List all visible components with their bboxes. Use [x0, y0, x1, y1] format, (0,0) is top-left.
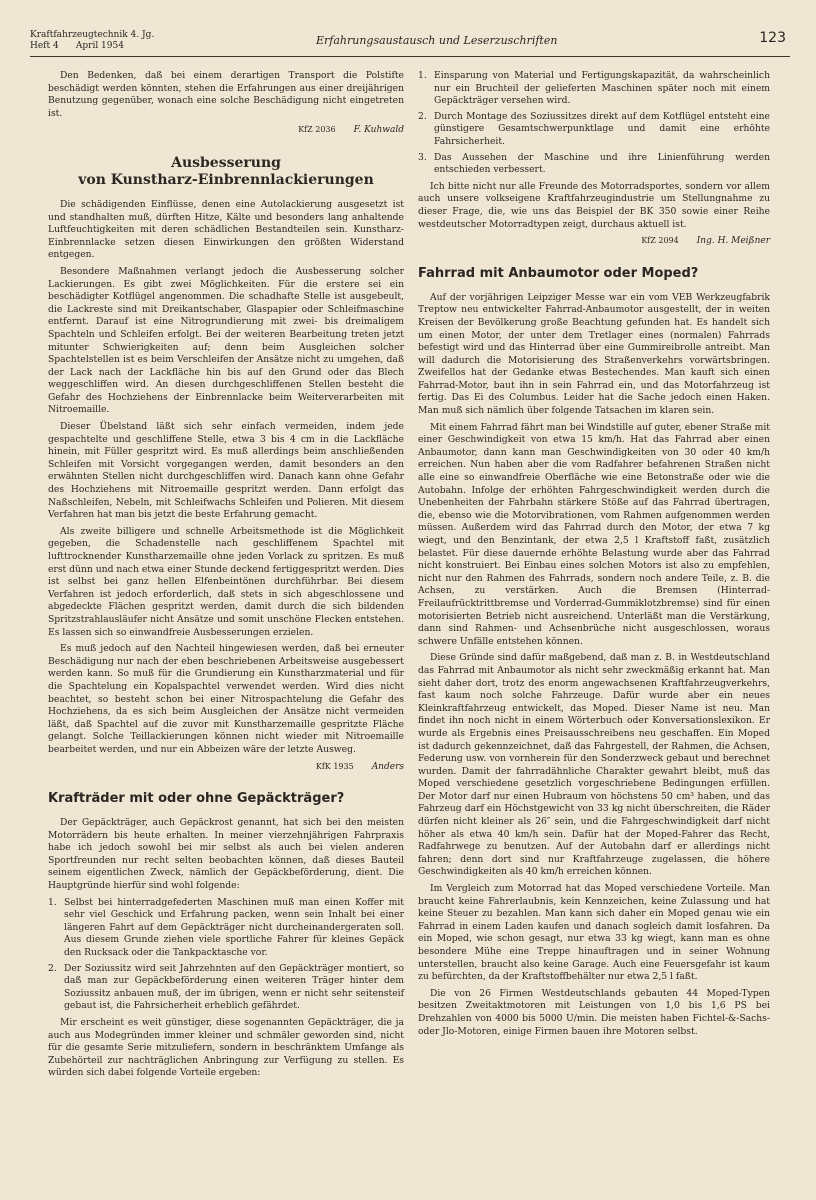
list-number: 3. [418, 151, 427, 163]
section-title: Erfahrungsaustausch und Leserzuschriften [316, 34, 558, 47]
article1-signature [48, 761, 404, 774]
advantages-list [418, 70, 770, 177]
article2-title: Krafträder mit oder ohne Gepäckträger? [48, 791, 345, 807]
intro-signature [48, 124, 404, 137]
article1-title-line1: Ausbesserung [171, 154, 281, 171]
list-number: 1. [418, 70, 427, 81]
right-column [418, 70, 770, 1042]
article1-paragraph: Es muß jedoch auf den Nachteil hingewiesen werden, daß bei erneuter Beschädigung nur nach der eben beschriebenen Arbeitsweise ausgebessert werden kann. So muß für die Grundierung ein Kunstharzmaterial und für die Spachtelung ein Kopalspachtel verwendet werden. Wird dies nicht beachtet, so besteht schon bei einer Nitrospachtelung die Gefahr des Hochziehens, da es sich beim Ausgleichen der Ansätze nicht vermeiden läßt, daß Spachtel auf die zuvor mit Kunstharzemaille gespritzte Fläche gelangt. Solche Teillackierungen können nicht wieder mit Nitroemaille bearbeitet werden, und nur ein Abbeizen wäre der letzte Ausweg. [48, 643, 404, 755]
list-text: Durch Montage des Soziussitzes direkt auf dem Kotflügel entsteht eine günstigere Gesamtschwerpunktlage und damit eine erhöhte Fahrsicherheit. [434, 110, 770, 147]
list-item [418, 152, 770, 177]
list-text: Der Soziussitz wird seit Jahrzehnten auf den Gepäckträger montiert, so daß man zur Gepäckbeförderung einen weiteren Träger hinter dem Soziussitz anbauen muß, der im übrigen, wenn er nicht sehr seitensteif gebaut ist, die Fahrsicherheit erheblich gefährdet. [64, 962, 404, 1012]
page-number: 123 [759, 30, 786, 46]
list-item [418, 70, 770, 108]
article1-title [48, 155, 404, 189]
closing-code: KfZ 2094 [641, 236, 679, 246]
list-item [48, 897, 404, 960]
article1-title-line2: von Kunstharz-Einbrennlackierungen [78, 171, 374, 188]
article3-paragraph: Diese Gründe sind dafür maßgebend, daß man z. B. in Westdeutschland das Fahrrad mit Anbaumotor als nicht sehr zweckmäßig erkannt hat. Man sieht daher dort, trotz des enorm angewachsenen Kraftfahrzeugverkehrs, fast kaum noch solche Fahrzeuge. Dafür wurde aber ein neues Kleinkraftfahrzeug entwickelt, das Moped. Dieser Name ist neu. Man findet ihn noch nicht in einem Wörterbuch oder Konversationslexikon. Er wurde als Ergebnis eines Preisausschreibens neu geschaffen. Ein Moped ist dadurch gekennzeichnet, daß das Fahrgestell, der Rahmen, die Achsen, Federung usw. von vornherein für den Sonderzweck gebaut und berechnet wurden. Damit der fahrradähnliche Charakter gewahrt bleibt, muß das Moped verschiedene gesetzlich vorgeschriebene Bedingungen erfüllen. Der Motor darf nur einen Hubraum von höchstens 50 cm³ haben, und das Fahrzeug darf ein Höchstgewicht von 33 kg nicht überschreiten, die Räder dürfen nicht kleiner als 26″ sein, und die Fahrgeschwindigkeit darf nicht höher als etwa 40 km/h sein. Dafür hat der Moped-Fahrer das Recht, Radfahrwege zu benutzen. Auf der Autobahn darf er allerdings nicht fahren; denn dort sind nur Kraftfahrzeuge zugelassen, die höhere Geschwindigkeiten als 40 km/h erreichen können. [418, 652, 770, 878]
article2-paragraph: Mir erscheint es weit günstiger, diese sogenannten Gepäckträger, die ja auch aus Modegründen immer kleiner und schmäler geworden sind, nicht für die gesamte Serie mitzuliefern, sondern in beschränktem Umfange als Zubehörteil zur nachträglichen Anbringung zur Verfügung zu stellen. Es würden sich dabei folgende Vorteile ergeben: [48, 1017, 404, 1079]
list-number: 2. [48, 962, 57, 974]
list-text: Einsparung von Material und Fertigungskapazität, da wahrscheinlich nur ein Bruchteil der gelieferten Maschinen später noch mit einem Gepäckträger versehen wird. [434, 70, 770, 107]
journal-title: Kraftfahrzeugtechnik 4. Jg. [30, 30, 155, 40]
article3-paragraph: Mit einem Fahrrad fährt man bei Windstille auf guter, ebener Straße mit einer Geschwindigkeit von etwa 15 km/h. Hat das Fahrrad aber einen Anbaumotor, dann kann man Geschwindigkeiten von 30 oder 40 km/h erreichen. Nun haben aber die vom Radfahrer befahrenen Straßen nicht alle eine so einwandfreie Oberfläche wie eine Betonstraße oder wie die Autobahn. Infolge der erhöhten Fahrgeschwindigkeit werden durch die Unebenheiten der Fahrbahn stärkere Stöße auf das Fahrrad übertragen, die, ebenso wie die Motorvibrationen, vom Rahmen aufgenommen werden müssen. Außerdem wird das Fahrrad durch den Motor, der etwa 7 kg wiegt, und den Benzintank, der etwa 2,5 l Kraftstoff faßt, zusätzlich belastet. Für diese dauernde erhöhte Belastung wurde aber das Fahrrad nicht konstruiert. Bei Einbau eines solchen Motors ist also zu empfehlen, nicht nur den Rahmen des Fahrrads, sondern noch andere Teile, z. B. die Achsen, zu verstärken. Auch die Bremsen (Hinterrad-Freilaufrücktrittbremse und Vorderrad-Gummiklotzbremse) sind für einen motorisierten Betrieb nicht ausreichend. Unterläßt man die Verstärkung, dann sind Rahmen- und Achsenbrüche nicht ausgeschlossen, woraus schwere Unfälle entstehen können. [418, 421, 770, 647]
article1-paragraph: Als zweite billigere und schnelle Arbeitsmethode ist die Möglichkeit gegeben, die Schadenstelle nach geschliffenem Spachtel mit lufttrocknender Kunstharzemaille ohne jeden Vorlack zu spritzen. Es muß erst dünn und nach etwa einer Stunde deckend fertiggespritzt werden. Dies ist selbst bei ganz hellen Elfenbeintönen durchführbar. Bei diesem Verfahren ist jedoch erforderlich, daß stets in sich abgeschlossene und abgedeckte Flächen gespritzt werden, damit durch die sich bildenden Spritzstrahlausläufer nicht Ansätze und somit unschöne Flecken entstehen. Es lassen sich so einwandfreie Ausbesserungen erzielen. [48, 525, 404, 638]
intro-code: KfZ 2036 [298, 125, 336, 135]
closing-paragraph: Ich bitte nicht nur alle Freunde des Motorradsportes, sondern vor allem auch unsere volkseigene Kraftfahrzeugindustrie um Stellungnahme zu dieser Frage, die, wie uns das Beispiel der BK 350 sowie einer Reihe westdeutscher Motorradtypen zeigt, durchaus aktuell ist. [418, 180, 770, 230]
article3-title: Fahrrad mit Anbaumotor oder Moped? [418, 265, 699, 281]
list-text: Das Aussehen der Maschine und ihre Linienführung werden entschieden verbessert. [434, 151, 770, 176]
list-item [418, 111, 770, 149]
closing-author: Ing. H. Meißner [696, 236, 770, 247]
article1-paragraph: Besondere Maßnahmen verlangt jedoch die Ausbesserung solcher Lackierungen. Es gibt zwei Möglichkeiten. Für die erstere sei ein beschädigter Kotflügel angenommen. Die schadhafte Stelle ist ausgebeult, die Lackreste sind mit Dreikantschaber, Glaspapier oder Schleifmaschine entfernt. Darauf ist eine Nitrogrundierung mit zwei- bis dreimaligem Spachteln und Schleifen erfolgt. Bei der weiteren Bearbeitung treten jetzt mitunter Schwierigkeiten auf; denn beim Ausgleichen solcher Spachtelstellen ist es beim Verschleifen der Ansätze nicht zu umgehen, daß der Lack nach der Lackfläche hin bis auf den Grund oder das Blech weggeschliffen wird. An diesen durchgeschliffenen Stellen besteht die Gefahr des Hochziehens der Einbrennlacke beim Weiterverarbeiten mit Nitroemaille. [48, 265, 404, 416]
page-header [30, 30, 790, 57]
article3-paragraph: Im Vergleich zum Motorrad hat das Moped verschiedene Vorteile. Man braucht keine Fahrerlaubnis, kein Kennzeichen, keine Zulassung und hat keine Steuer zu bezahlen. Man kann sich daher ein Moped genau wie ein Fahrrad in einem Laden kaufen und danach sogleich damit losfahren. Da ein Moped, wie schon gesagt, nur etwa 33 kg wiegt, kann man es ohne besondere Mühe eine Treppe hinauftragen und in seiner Wohnung unterstellen, braucht also keine Garage. Auch eine Feuersgefahr ist kaum zu befürchten, da der Kraftstoffbehälter nur etwa 2,5 l faßt. [418, 883, 770, 983]
closing-signature [418, 235, 770, 248]
list-text: Selbst bei hinterradgefederten Maschinen muß man einen Koffer mit sehr viel Geschick und Erfahrung packen, wenn sein Inhalt bei einer längeren Fahrt auf dem Gepäckträger nicht durcheinandergeraten soll. Aus diesem Grunde ziehen viele sportliche Fahrer für kleines Gepäck den Rucksack oder die Tankpacktasche vor. [64, 896, 404, 959]
article1-paragraph: Dieser Übelstand läßt sich sehr einfach vermeiden, indem jede gespachtelte und geschliffene Stelle, etwa 3 bis 4 cm in die Lackfläche hinein, mit Füller gespritzt wird. Es muß allerdings beim anschließenden Schleifen mit Vorsicht vorgegangen werden, damit besonders an den erwähnten Stellen nicht durchgeschliffen wird. Danach kann ohne Gefahr des Hochziehens mit Nitroemaille gespritzt werden. Dann erfolgt das Naßschleifen, Nebeln, mit Schleifwachs Schleifen und Polieren. Mit diesem Verfahren hat man bis jetzt die beste Erfahrung gemacht. [48, 421, 404, 521]
list-number: 1. [48, 896, 57, 908]
article2-list [48, 897, 404, 1013]
journal-info [30, 30, 154, 52]
article1-paragraph: Die schädigenden Einflüsse, denen eine Autolackierung ausgesetzt ist und standhalten muß, dürften Hitze, Kälte und besonders lang anhaltende Luftfeuchtigkeiten mit deren schädlichen Bestandteilen sein. Kunstharz-Einbrennlacke setzen diesen Einwirkungen den größten Widerstand entgegen. [48, 198, 404, 261]
intro-author: F. Kuhwald [353, 125, 404, 136]
list-item [48, 963, 404, 1013]
article1-code: KfK 1935 [315, 761, 354, 771]
list-number: 2. [418, 110, 427, 122]
intro-paragraph: Den Bedenken, daß bei einem derartigen Transport die Polstifte beschädigt werden könnten, stehen die Erfahrungen aus einer dreijährigen Benutzung gegenüber, wonach eine solche Beschädigung nicht eingetreten ist. [48, 70, 404, 119]
issue-date: Heft 4 April 1954 [30, 41, 124, 51]
article3-paragraph: Auf der vorjährigen Leipziger Messe war ein vom VEB Werkzeugfabrik Treptow neu entwickelter Fahrrad-Anbaumotor ausgestellt, der in weiten Kreisen der Bevölkerung große Beachtung gefunden hat. Es handelt sich um einen Motor, der unter dem Tretlager eines (normalen) Fahrrads befestigt wird und das Hinterrad über eine Gummireibrolle antreibt. Man will dadurch die Motorisierung des Straßenverkehrs vorwärtsbringen. Zweifellos hat der Gedanke etwas Bestechendes. Man kauft sich einen Fahrrad-Motor, baut ihn in sein Fahrrad ein, und das Motorfahrzeug ist fertig. Das Ei des Columbus. Leider hat die Sache jedoch einen Haken. Man muß sich nämlich über folgende Tatsachen im klaren sein. [418, 291, 770, 417]
article3-paragraph: Die von 26 Firmen Westdeutschlands gebauten 44 Moped-Typen besitzen Zweitaktmotoren mit Leistungen von 1,0 bis 1,6 PS bei Drehzahlen von 4000 bis 5000 U/min. Die meisten haben Fichtel-&-Sachs- oder Jlo-Motoren, einige Firmen bauen ihre Motoren selbst. [418, 987, 770, 1037]
left-column [48, 70, 404, 1084]
article2-paragraph: Der Gepäckträger, auch Gepäckrost genannt, hat sich bei den meisten Motorrädern bis heute erhalten. In meiner vierzehnjährigen Fahrpraxis habe ich jedoch sowohl bei mir selbst als auch bei vielen anderen Sportfreunden nur recht selten beobachten können, daß dieses Bauteil seinem eigentlichen Zweck, nämlich der Gepäckbeförderung, dient. Die Hauptgründe hierfür sind wohl folgende: [48, 817, 404, 892]
article1-author: Anders [371, 761, 404, 772]
